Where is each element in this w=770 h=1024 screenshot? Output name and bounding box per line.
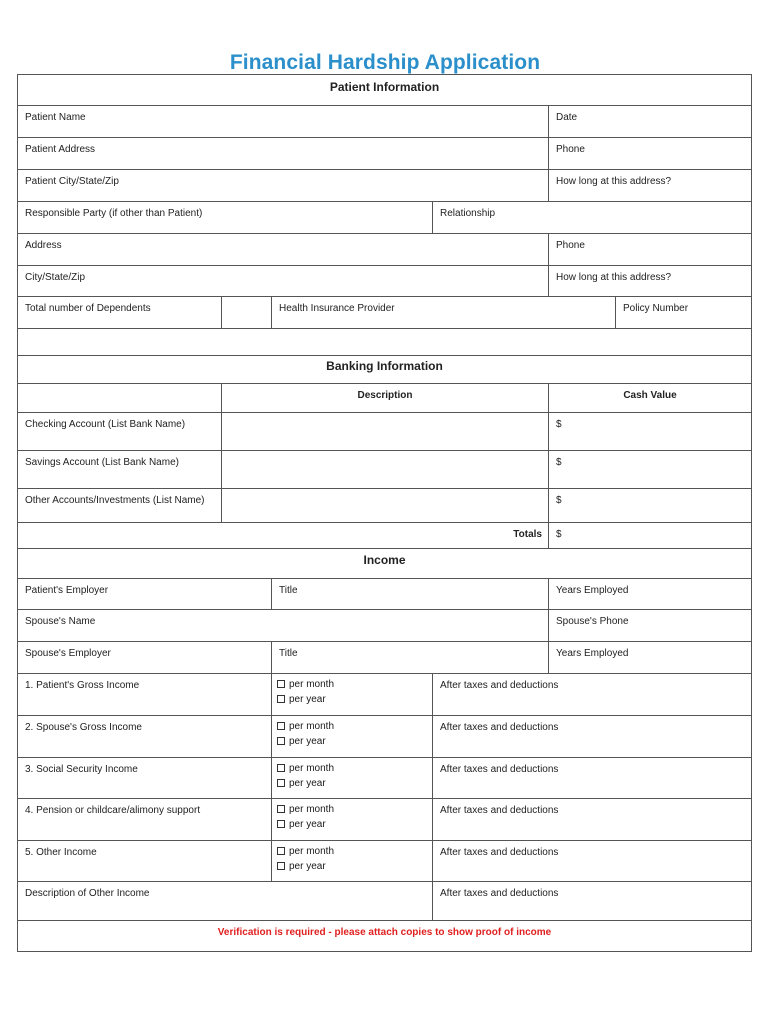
- totals-value-field[interactable]: [548, 523, 751, 548]
- how-long-field[interactable]: [548, 170, 751, 201]
- income-item-label-cell: [18, 758, 271, 798]
- per-year-label: per year: [289, 819, 326, 830]
- phone2-field[interactable]: [548, 234, 751, 265]
- spouse-name-row: [18, 610, 751, 642]
- spouse-name-field[interactable]: [18, 610, 548, 641]
- patient-name-row: [18, 106, 751, 138]
- relationship-label: Relationship: [440, 208, 496, 219]
- checkbox-icon[interactable]: [277, 737, 285, 745]
- checking-dollar: $: [556, 419, 562, 430]
- income-frequency-cell: [271, 799, 432, 840]
- checking-value-field[interactable]: [548, 413, 751, 450]
- other-accounts-label-cell: [18, 489, 221, 522]
- after-taxes-field[interactable]: [432, 882, 751, 920]
- dependents-row: [18, 297, 751, 329]
- spouse-years-field[interactable]: [548, 642, 751, 673]
- spouse-employer-field[interactable]: [18, 642, 271, 673]
- spouse-employer-row: [18, 642, 751, 674]
- checkbox-icon[interactable]: [277, 820, 285, 828]
- spouse-phone-label: Spouse's Phone: [556, 616, 629, 627]
- checking-row: [18, 413, 751, 451]
- per-year-option[interactable]: [277, 859, 334, 874]
- patient-years-label: Years Employed: [556, 585, 629, 596]
- savings-value-field[interactable]: [548, 451, 751, 488]
- checkbox-icon[interactable]: [277, 764, 285, 772]
- per-month-label: per month: [289, 804, 335, 815]
- income-item-label-cell: [18, 841, 271, 881]
- per-month-option[interactable]: [277, 802, 334, 817]
- per-month-label: per month: [289, 679, 335, 690]
- banking-header-row: [18, 356, 751, 384]
- checkbox-icon[interactable]: [277, 695, 285, 703]
- patient-city-field[interactable]: [18, 170, 548, 201]
- savings-label: Savings Account (List Bank Name): [25, 457, 179, 468]
- description-other-field[interactable]: [18, 882, 432, 920]
- per-month-label: per month: [289, 721, 335, 732]
- patient-title-label: Title: [279, 585, 298, 596]
- income-item-label: 3. Social Security Income: [25, 764, 138, 775]
- spouse-years-label: Years Employed: [556, 648, 629, 659]
- checking-label: Checking Account (List Bank Name): [25, 419, 186, 430]
- patient-employer-label: Patient's Employer: [25, 585, 109, 596]
- per-year-option[interactable]: [277, 734, 334, 749]
- after-taxes-field[interactable]: [432, 758, 751, 798]
- spouse-title-field[interactable]: [271, 642, 548, 673]
- hardship-form: [17, 74, 752, 952]
- patient-name-label: Patient Name: [25, 112, 86, 123]
- income-header: Income: [363, 553, 406, 567]
- savings-label-cell: [18, 451, 221, 488]
- patient-employer-field[interactable]: [18, 579, 271, 609]
- income-item-label-cell: [18, 799, 271, 840]
- totals-dollar: $: [556, 529, 562, 540]
- patient-address-label: Patient Address: [25, 144, 96, 155]
- date-label: Date: [556, 112, 578, 123]
- after-taxes-label: After taxes and deductions: [440, 805, 559, 816]
- other-description-field[interactable]: [221, 489, 548, 522]
- how-long2-field[interactable]: [548, 266, 751, 296]
- income-item-label-cell: [18, 716, 271, 757]
- after-taxes-label: After taxes and deductions: [440, 722, 559, 733]
- city-field[interactable]: [18, 266, 548, 296]
- address-field[interactable]: [18, 234, 548, 265]
- dependents-label: Total number of Dependents: [25, 303, 151, 314]
- checkbox-icon[interactable]: [277, 805, 285, 813]
- other-accounts-label: Other Accounts/Investments (List Name): [25, 495, 205, 506]
- per-year-label: per year: [289, 778, 326, 789]
- phone2-label: Phone: [556, 240, 585, 251]
- checkbox-icon[interactable]: [277, 847, 285, 855]
- patient-employer-row: [18, 579, 751, 610]
- per-month-option[interactable]: [277, 844, 334, 859]
- income-item-label: 4. Pension or childcare/alimony support: [25, 805, 201, 816]
- after-taxes-label: After taxes and deductions: [440, 764, 559, 775]
- patient-city-label: Patient City/State/Zip: [25, 176, 119, 187]
- per-month-option[interactable]: [277, 719, 334, 734]
- per-year-option[interactable]: [277, 776, 334, 791]
- totals-label: Totals: [513, 529, 542, 540]
- verification-row: [18, 921, 751, 951]
- page-title: Financial Hardship Application: [229, 51, 541, 74]
- checkbox-icon[interactable]: [277, 722, 285, 730]
- phone-label: Phone: [556, 144, 585, 155]
- per-month-option[interactable]: [277, 761, 334, 776]
- income-frequency-cell: [271, 841, 432, 881]
- per-month-option[interactable]: [277, 677, 334, 692]
- cash-value-header: Cash Value: [623, 390, 677, 401]
- checkbox-icon[interactable]: [277, 779, 285, 787]
- policy-label: Policy Number: [623, 303, 689, 314]
- patient-title-field[interactable]: [271, 579, 548, 609]
- per-year-option[interactable]: [277, 692, 334, 707]
- description-other-label: Description of Other Income: [25, 888, 150, 899]
- other-accounts-row: [18, 489, 751, 523]
- per-year-label: per year: [289, 694, 326, 705]
- verification-notice: Verification is required - please attach copies to show proof of income: [217, 927, 552, 938]
- patient-info-header-row: [18, 75, 751, 106]
- income-item-label: 1. Patient's Gross Income: [25, 680, 140, 691]
- patient-address-row: [18, 138, 751, 170]
- patient-years-field[interactable]: [548, 579, 751, 609]
- spouse-name-label: Spouse's Name: [25, 616, 96, 627]
- description-header: Description: [357, 390, 413, 401]
- income-header-row: [18, 549, 751, 579]
- checkbox-icon[interactable]: [277, 862, 285, 870]
- savings-dollar: $: [556, 457, 562, 468]
- patient-info-header: Patient Information: [329, 80, 440, 94]
- phone-field[interactable]: [548, 138, 751, 169]
- income-item-label: 5. Other Income: [25, 847, 97, 858]
- description-other-row: [18, 882, 751, 921]
- after-taxes-label: After taxes and deductions: [440, 888, 559, 899]
- totals-label-cell: [18, 523, 548, 548]
- city-row: [18, 266, 751, 297]
- policy-field[interactable]: [615, 297, 751, 328]
- cash-value-col: [548, 384, 751, 412]
- banking-header: Banking Information: [326, 359, 443, 373]
- income-frequency-cell: [271, 716, 432, 757]
- insurance-label: Health Insurance Provider: [279, 303, 395, 314]
- banking-blank-col: [18, 384, 221, 412]
- spacer-row: [18, 329, 751, 356]
- income-item-label: 2. Spouse's Gross Income: [25, 722, 142, 733]
- per-year-option[interactable]: [277, 817, 334, 832]
- relationship-field[interactable]: [432, 202, 751, 233]
- per-month-label: per month: [289, 763, 335, 774]
- income-frequency-cell: [271, 674, 432, 715]
- dependents-field[interactable]: [221, 297, 271, 328]
- patient-name-field[interactable]: [18, 106, 548, 137]
- per-year-label: per year: [289, 861, 326, 872]
- income-item-row: [18, 758, 751, 799]
- insurance-field[interactable]: [271, 297, 615, 328]
- address-label: Address: [25, 240, 62, 251]
- totals-row: [18, 523, 751, 549]
- spouse-phone-field[interactable]: [548, 610, 751, 641]
- after-taxes-field[interactable]: [432, 799, 751, 840]
- income-item-label-cell: [18, 674, 271, 715]
- savings-row: [18, 451, 751, 489]
- responsible-party-field[interactable]: [18, 202, 432, 233]
- after-taxes-field[interactable]: [432, 716, 751, 757]
- income-frequency-cell: [271, 758, 432, 798]
- after-taxes-label: After taxes and deductions: [440, 680, 559, 691]
- patient-address-field[interactable]: [18, 138, 548, 169]
- banking-columns-row: [18, 384, 751, 413]
- after-taxes-field[interactable]: [432, 674, 751, 715]
- checking-label-cell: [18, 413, 221, 450]
- savings-description-field[interactable]: [221, 451, 548, 488]
- after-taxes-label: After taxes and deductions: [440, 847, 559, 858]
- other-value-field[interactable]: [548, 489, 751, 522]
- checkbox-icon[interactable]: [277, 680, 285, 688]
- city-label: City/State/Zip: [25, 272, 86, 283]
- date-field[interactable]: [548, 106, 751, 137]
- responsible-party-row: [18, 202, 751, 234]
- dependents-label-cell: [18, 297, 221, 328]
- checking-description-field[interactable]: [221, 413, 548, 450]
- after-taxes-field[interactable]: [432, 841, 751, 881]
- income-item-row: [18, 716, 751, 758]
- how-long-label: How long at this address?: [556, 176, 672, 187]
- patient-city-row: [18, 170, 751, 202]
- how-long2-label: How long at this address?: [556, 272, 672, 283]
- income-item-row: [18, 841, 751, 882]
- per-year-label: per year: [289, 736, 326, 747]
- description-col: [221, 384, 548, 412]
- spouse-employer-label: Spouse's Employer: [25, 648, 111, 659]
- per-month-label: per month: [289, 846, 335, 857]
- income-item-row: [18, 674, 751, 716]
- spouse-title-label: Title: [279, 648, 298, 659]
- other-dollar: $: [556, 495, 562, 506]
- address-row: [18, 234, 751, 266]
- responsible-party-label: Responsible Party (if other than Patient): [25, 208, 203, 219]
- income-item-row: [18, 799, 751, 841]
